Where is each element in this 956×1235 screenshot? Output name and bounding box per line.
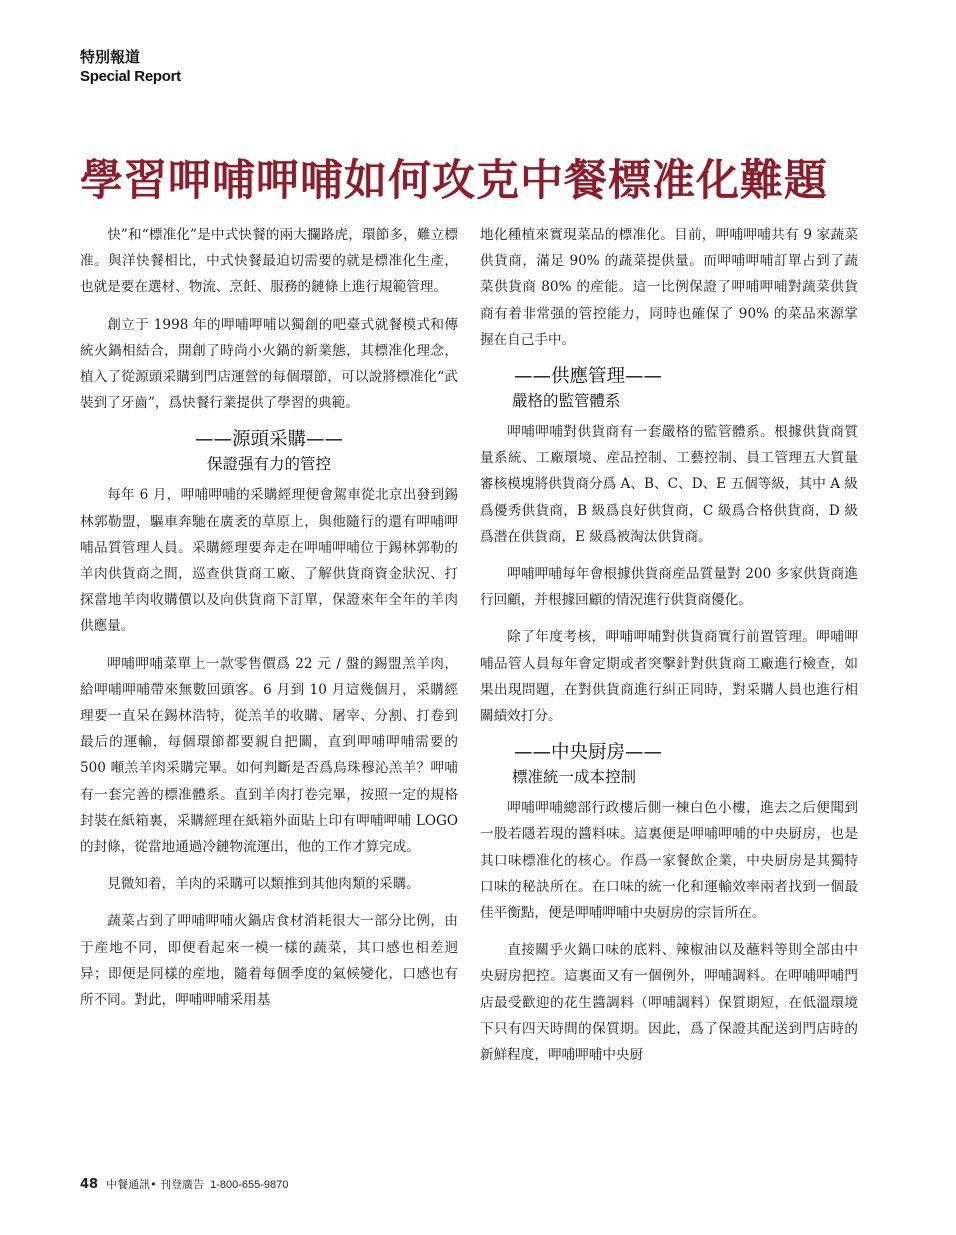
left-column bbox=[80, 222, 458, 1024]
paragraph: 呷哺呷哺對供貨商有一套嚴格的監管體系。根據供貨商質量系統、工廠環境、産品控制、工藝控制、員工管理五大質量審核模塊將供貨商分爲 A、B、C、D、E 五個等級，其中 A 級爲優秀供貨商，B 級爲良好供貨商，C 級爲合格供貨商，D 級爲潜在供貨商，E 級爲被淘汰供貨商。 bbox=[480, 424, 858, 545]
paragraph: 每年 6 月，呷哺呷哺的采購經理便會駕車從北京出發到錫林郭勒盟，驅車奔馳在廣袤的草原上，與他隨行的還有呷哺呷哺品質管理人員。采購經理要奔走在呷哺呷哺位于錫林郭勒的羊肉供貨商之間，巡查供貨商工廠、了解供貨商資金狀況、打探當地羊肉收購價以及向供貨商下訂單，保證來年全年的羊肉供應量。 bbox=[80, 487, 458, 635]
paragraph: 直接關乎火鍋口味的底料、辣椒油以及蘸料等則全部由中央厨房把控。這裏面又有一個例外，呷哺調料。在呷哺呷哺門店最受歡迎的花生醬調料（呷哺調料）保質期短，在低溫環境下只有四天時間的保質期。因此，爲了保證其配送到門店時的新鮮程度，呷哺呷哺中央厨 bbox=[480, 942, 858, 1064]
section-subheading: 保證强有力的管控 bbox=[206, 455, 331, 474]
paragraph: 創立于 1998 年的呷哺呷哺以獨創的吧臺式就餐模式和傳統火鍋相結合，開創了時尚小火鍋的新業態，其標准化理念，植入了從源頭采購到門店運營的每個環節，可以說將標准化“武裝到了牙齒”，爲快餐行業提供了學習的典範。 bbox=[80, 316, 458, 412]
right-column bbox=[480, 222, 858, 1079]
page-number: 48 bbox=[80, 1177, 99, 1192]
paragraph: 快”和“標准化”是中式快餐的兩大攔路虎，環節多，難立標准。與洋快餐相比，中式快餐最迫切需要的就是標准化生產，也就是要在選材、物流、烹飪、服務的鏈條上進行規範管理。 bbox=[80, 227, 458, 296]
section-heading-kitchen: ——中央厨房—— bbox=[514, 742, 663, 764]
paragraph: 呷哺呷哺菜單上一款零售價爲 22 元 / 盤的錫盟羔羊肉，給呷哺呷哺帶來無數回頭客。6 月到 10 月這幾個月，采購經理要一直呆在錫林浩特，從羔羊的收購、屠宰、分割、打卷到最后的運輸，每個環節都要親自把關，直到呷哺呷哺需要的 500 噸羔羊肉采購完畢。如何判斷是否爲烏珠穆沁羔羊？呷哺有一套完善的標准體系。直到羊肉打卷完畢，按照一定的規格封裝在紙箱裏，采購經理在紙箱外面貼上印有呷哺呷哺 LOGO 的封條，從當地通過冷鏈物流運出，他的工作才算完成。 bbox=[80, 655, 458, 856]
article-title: 學習呷哺呷哺如何攻克中餐標准化難題 bbox=[80, 155, 828, 206]
paragraph: 見微知着，羊肉的采購可以類推到其他肉類的采購。 bbox=[107, 876, 420, 893]
section-heading-supply: ——供應管理—— bbox=[514, 366, 663, 388]
phone-number: 1-800-655-9870 bbox=[210, 1179, 289, 1191]
paragraph: 地化種植來實現菜品的標准化。目前，呷哺呷哺共有 9 家蔬菜供貨商，滿足 90% 的蔬菜提供量。而呷哺呷哺訂單占到了蔬菜供貨商 80% 的産能。這一比例保證了呷哺呷哺對蔬菜供貨商有着非常强的管控能力，同時也確保了 90% 的菜品來源掌握在自己手中。 bbox=[480, 227, 858, 348]
section-label-cn: 特別報道 bbox=[80, 48, 141, 66]
page-footer bbox=[80, 1176, 288, 1192]
paragraph: 蔬菜占到了呷哺呷哺火鍋店食材消耗很大一部分比例，由于産地不同，即便看起來一模一樣的蔬菜，其口感也相差迥异；即便是同樣的産地，隨着每個季度的氣候變化，口感也有所不同。對此，呷哺呷哺采用基 bbox=[80, 913, 458, 1009]
publication-name: 中餐通訊• 刊登廣告 bbox=[106, 1178, 205, 1191]
section-subheading: 標准統一成本控制 bbox=[512, 768, 637, 787]
section-subheading: 嚴格的監管體系 bbox=[512, 392, 621, 411]
section-label-en: Special Report bbox=[80, 68, 181, 85]
paragraph: 呷哺呷哺每年會根據供貨商産品質量對 200 多家供貨商進行回顧，并根據回顧的情況進行供貨商優化。 bbox=[480, 566, 858, 609]
section-heading-sourcing: ——源頭采購—— bbox=[194, 429, 343, 451]
paragraph: 除了年度考核，呷哺呷哺對供貨商實行前置管理。呷哺呷哺品管人員每年會定期或者突擊針對供貨商工廠進行檢查，如果出現問題，在對供貨商進行糾正同時，對采購人員也進行相關績效打分。 bbox=[480, 629, 858, 725]
paragraph: 呷哺呷哺總部行政樓后側一棟白色小樓，進去之后便聞到一股若隱若現的醬料味。這裏便是呷哺呷哺的中央厨房，也是其口味標准化的核心。作爲一家餐飲企業，中央厨房是其獨特口味的秘訣所在。在口味的統一化和運輸效率兩者找到一個最佳平衡點，便是呷哺呷哺中央厨房的宗旨所在。 bbox=[480, 800, 858, 922]
